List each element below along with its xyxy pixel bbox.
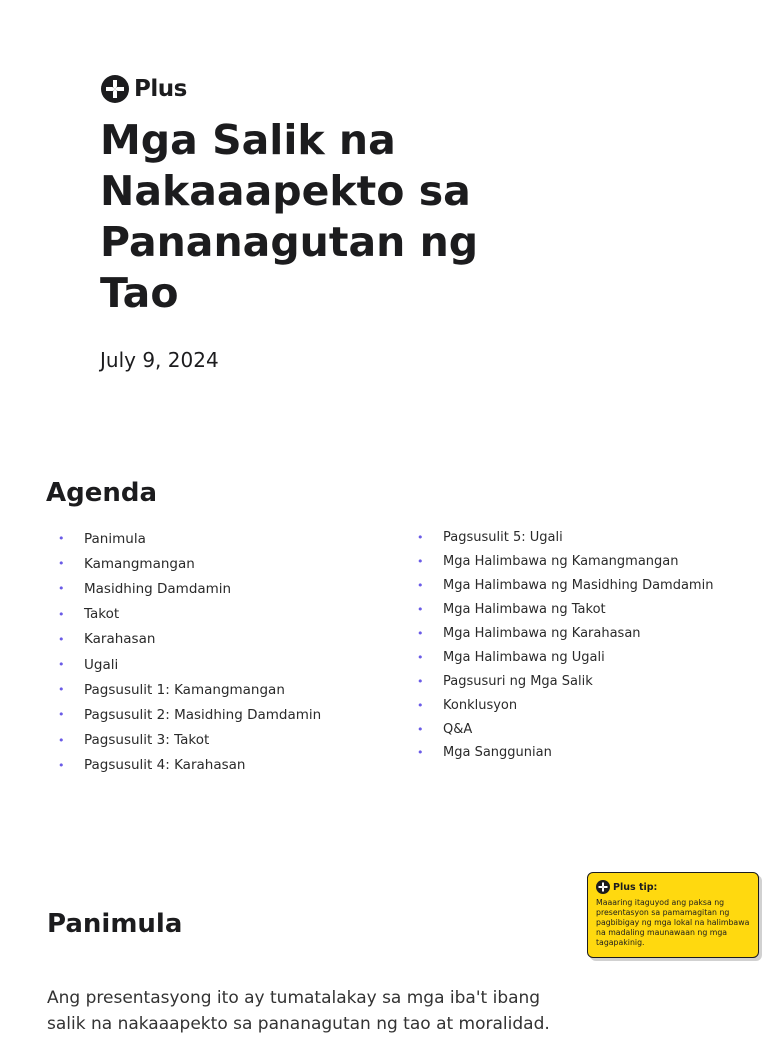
agenda-list-right (417, 526, 713, 765)
list-item (417, 717, 713, 741)
list-item (58, 753, 321, 778)
list-item (417, 598, 713, 622)
agenda-item-label: Mga Halimbawa ng Takot (443, 602, 606, 618)
list-item (58, 652, 321, 677)
list-item (417, 574, 713, 598)
tip-header (596, 880, 750, 894)
agenda-item-label: Mga Halimbawa ng Masidhing Damdamin (443, 578, 714, 594)
bullet-icon: • (417, 674, 424, 688)
plus-logo-icon (596, 880, 610, 894)
agenda-item-label: Mga Halimbawa ng Karahasan (443, 626, 641, 641)
list-item (58, 576, 321, 601)
list-item (417, 693, 713, 717)
bullet-icon: • (417, 698, 424, 712)
agenda-list-left (58, 526, 321, 778)
agenda-item-label: Pagsusulit 2: Masidhing Damdamin (84, 706, 322, 723)
agenda-item-label: Kamangmangan (84, 555, 195, 572)
agenda-item-label: Panimula (84, 530, 146, 547)
list-item (58, 677, 321, 702)
bullet-icon: • (417, 650, 424, 664)
bullet-icon: • (417, 627, 424, 640)
list-item (417, 645, 713, 669)
bullet-icon: • (58, 557, 65, 571)
bullet-icon: • (58, 733, 65, 747)
agenda-item-label: Karahasan (84, 631, 156, 648)
bullet-icon: • (58, 708, 65, 722)
bullet-icon: • (417, 579, 424, 593)
agenda-item-label: Konklusyon (443, 697, 518, 713)
plus-tip-callout (587, 872, 759, 958)
list-item (58, 702, 321, 727)
bullet-icon: • (58, 632, 65, 646)
bullet-icon: • (417, 722, 424, 736)
bullet-icon: • (58, 607, 65, 621)
list-item (58, 551, 321, 576)
list-item (417, 622, 713, 646)
agenda-item-label: Q&A (443, 721, 473, 737)
bullet-icon: • (417, 603, 424, 617)
bullet-icon: • (58, 532, 65, 546)
agenda-item-label: Mga Sanggunian (443, 745, 552, 761)
agenda-item-label: Pagsusulit 5: Ugali (443, 530, 563, 546)
agenda-item-label: Pagsusuri ng Mga Salik (443, 673, 593, 689)
section-heading: Panimula (47, 909, 183, 939)
list-item (417, 669, 713, 693)
tip-text: Maaaring itaguyod ang paksa ng presentasyon sa pamamagitan ng pagbibigay ng mga lokal na halimbawa na madaling maunawaan ng mga tagapakinig. (596, 898, 750, 947)
bullet-icon: • (417, 531, 424, 545)
agenda-item-label: Pagsusulit 4: Karahasan (84, 757, 246, 774)
list-item (58, 728, 321, 753)
section-body: Ang presentasyong ito ay tumatalakay sa mga iba't ibang salik na nakaaapekto sa pananagutan ng tao at moralidad. (47, 988, 550, 1034)
agenda-item-label: Ugali (84, 656, 119, 673)
list-item (417, 550, 713, 574)
agenda-item-label: Masidhing Damdamin (84, 580, 232, 597)
bullet-icon: • (417, 746, 424, 760)
agenda-item-label: Mga Halimbawa ng Ugali (443, 649, 605, 665)
bullet-icon: • (58, 582, 65, 596)
list-item (58, 602, 321, 627)
tip-label: Plus tip: (613, 881, 658, 893)
agenda-item-label: Takot (84, 606, 120, 623)
bullet-icon: • (58, 658, 65, 672)
agenda-heading: Agenda (46, 478, 158, 508)
list-item (58, 627, 321, 652)
page-title: Mga Salik na Nakaaapekto sa Pananagutan ng Tao (100, 116, 479, 317)
agenda-item-label: Mga Halimbawa ng Kamangmangan (443, 554, 679, 570)
agenda-item-label: Pagsusulit 1: Kamangmangan (84, 681, 285, 698)
agenda-item-label: Pagsusulit 3: Takot (84, 732, 210, 749)
plus-logo-icon (101, 75, 129, 103)
brand-name: Plus (134, 76, 187, 102)
brand-logo (101, 75, 187, 103)
bullet-icon: • (58, 683, 65, 697)
presentation-date: July 9, 2024 (100, 348, 219, 372)
list-item (417, 741, 713, 765)
bullet-icon: • (58, 758, 65, 772)
list-item (58, 526, 321, 551)
bullet-icon: • (417, 555, 424, 569)
list-item (417, 526, 713, 550)
